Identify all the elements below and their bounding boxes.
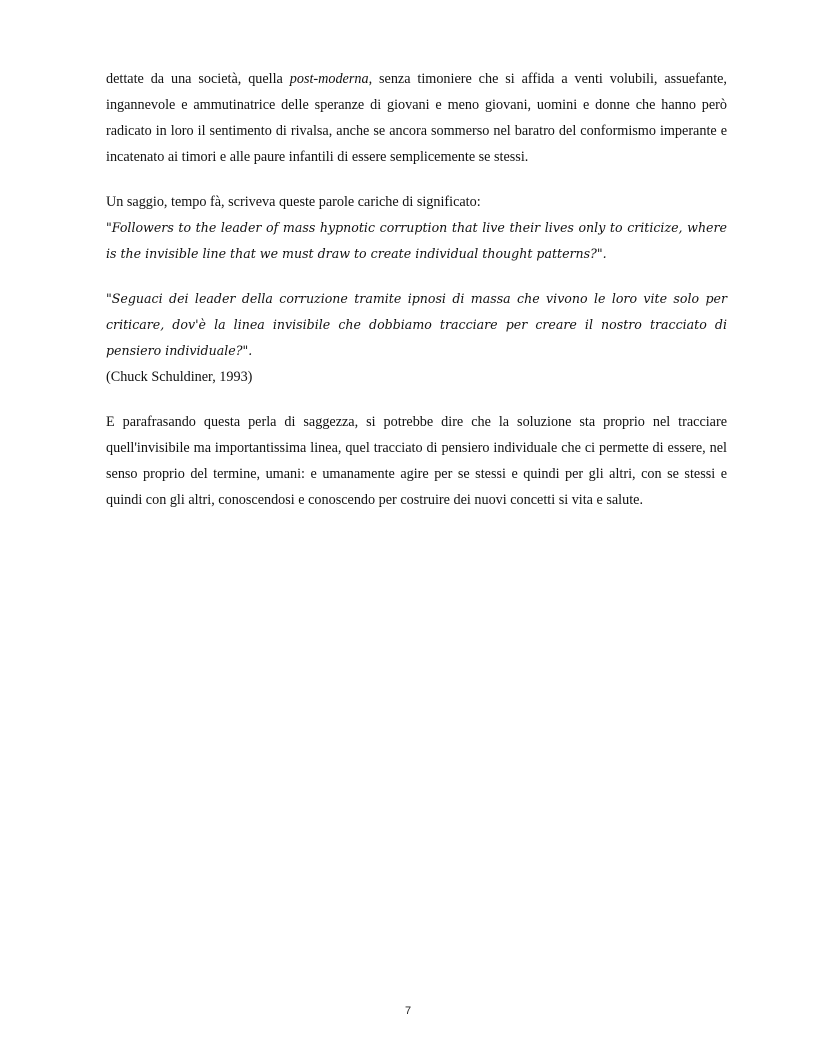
paragraph-opening [106, 66, 727, 170]
page-number: 7 [404, 1005, 412, 1017]
paragraph-opening-text-start: dettate da una società, quella [106, 71, 290, 87]
paragraph-opening-text-end: , senza timoniere che si affida a venti volubili, assuefante, ingannevole e ammutinatrice delle speranze di giovani e meno giovani, uomini e donne che hanno però radicato in loro il sentimento di rivalsa, anche se ancora sommerso nel baratro del conformismo imperante e incatenato ai timori e alle paure infantili di essere semplicemente se stessi. [106, 71, 727, 165]
emphasis-post-moderna: post-moderna [289, 71, 369, 87]
quote-italian: "Seguaci dei leader della corruzione tramite ipnosi di massa che vivono le loro vite solo per criticare, dov'è la linea invisibile che dobbiamo tracciare per creare il nostro tracciato di pensiero individuale?". [106, 291, 727, 358]
quote-intro: Un saggio, tempo fà, scriveva queste parole cariche di significato: [106, 194, 481, 210]
quote-citation: (Chuck Schuldiner, 1993) [106, 369, 253, 385]
page-body [106, 66, 727, 513]
quote-english: "Followers to the leader of mass hypnotic corruption that live their lives only to criticize, where is the invisible line that we must draw to create individual thought patterns?". [106, 220, 727, 261]
paragraph-closing: E parafrasando questa perla di saggezza, si potrebbe dire che la soluzione sta proprio nel tracciare quell'invisibile ma importantissima linea, quel tracciato di pensiero individuale che ci permette di essere, nel senso proprio del termine, umani: e umanamente agire per se stessi e quindi per gli altri, con se stessi e quindi con gli altri, conoscendosi e conoscendo per costruire dei nuovi concetti si vita e salute. [106, 414, 727, 508]
